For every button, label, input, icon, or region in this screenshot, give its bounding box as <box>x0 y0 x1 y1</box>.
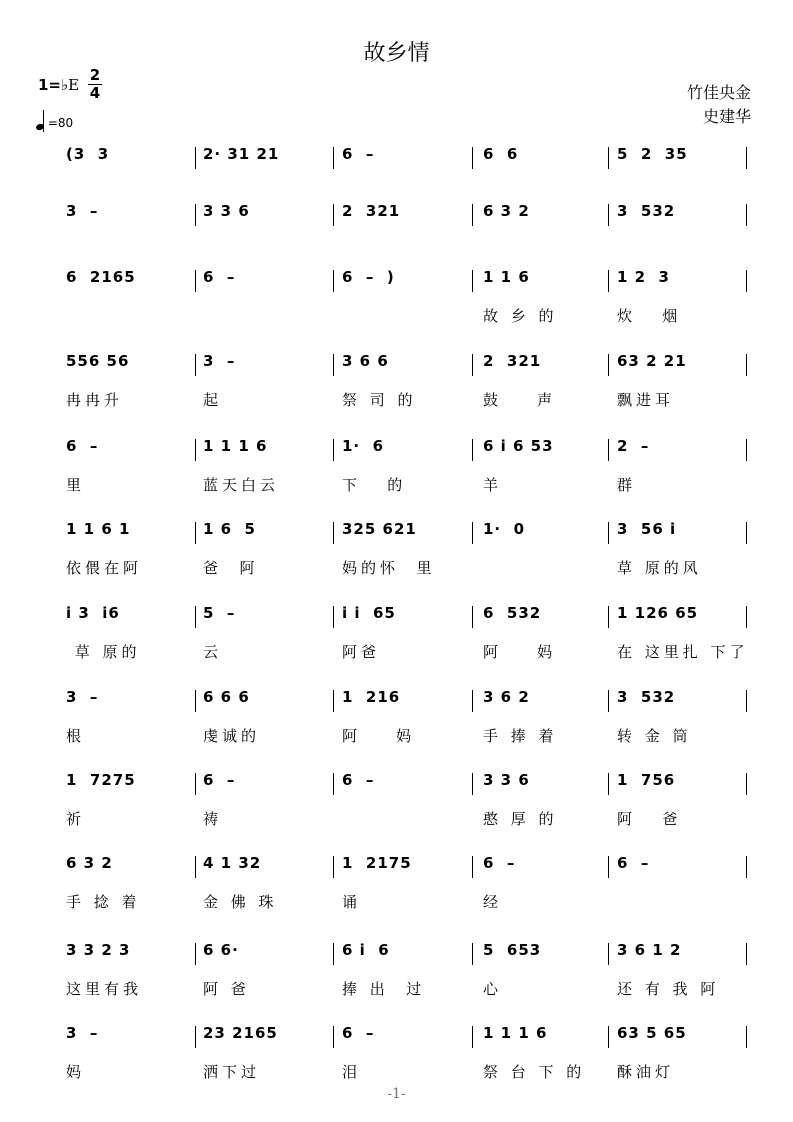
bar-line <box>608 1026 609 1048</box>
lyric-text: 草 原的风 <box>617 559 702 577</box>
bar-line <box>608 856 609 878</box>
tempo-value: =80 <box>47 116 74 130</box>
lyric-text: 手 捻 着 <box>66 893 141 911</box>
bar-line <box>746 354 747 376</box>
composer: 竹佳央金 <box>686 83 751 102</box>
lyric-text: 下 的 <box>342 476 407 494</box>
measure-notes: 3 3 6 <box>203 202 250 220</box>
measure-notes: 1 2175 <box>342 854 412 872</box>
measure-notes: 6 – <box>203 268 236 286</box>
lyric-text: 转 金 筒 <box>617 727 692 745</box>
lyric-text: 金 佛 珠 <box>203 893 278 911</box>
measure-notes: 3 532 <box>617 688 676 706</box>
bar-line <box>746 1026 747 1048</box>
bar-line <box>608 439 609 461</box>
bar-line <box>195 856 196 878</box>
bar-line <box>472 204 473 226</box>
bar-line <box>472 270 473 292</box>
lyric-text: 根 <box>66 727 86 745</box>
measure-notes: 6 6 6 <box>203 688 250 706</box>
measure-notes: 3 3 2 3 <box>66 941 131 959</box>
measure-notes: 1· 0 <box>483 520 526 538</box>
lyric-text: 炊 烟 <box>617 307 682 325</box>
bar-line <box>195 606 196 628</box>
key-label: 1= <box>38 76 62 94</box>
time-top: 2 <box>89 66 101 84</box>
measure-notes: 6 – <box>203 771 236 789</box>
score-row <box>0 520 793 590</box>
lyric-text: 祷 <box>203 810 223 828</box>
bar-line <box>746 690 747 712</box>
lyric-text: 鼓 声 <box>483 391 557 409</box>
bar-line <box>472 606 473 628</box>
measure-notes: 6 – <box>66 437 99 455</box>
measure-notes: (3 3 <box>66 145 110 163</box>
bar-line <box>333 354 334 376</box>
bar-line <box>608 773 609 795</box>
bar-line <box>472 773 473 795</box>
lyric-text: 里 <box>66 476 86 494</box>
lyric-text: 祭 司 的 <box>342 391 417 409</box>
measure-notes: 1 1 1 6 <box>203 437 268 455</box>
measure-notes: 2· 31 21 <box>203 145 280 163</box>
measure-notes: 1 216 <box>342 688 401 706</box>
bar-line <box>608 606 609 628</box>
time-signature <box>88 68 102 101</box>
lyric-text: 祈 <box>66 810 86 828</box>
measure-notes: 6 – <box>342 771 375 789</box>
bar-line <box>333 439 334 461</box>
lyric-text: 心 <box>483 980 503 998</box>
bar-line <box>195 270 196 292</box>
score-row <box>0 604 793 674</box>
key-signature <box>38 76 79 94</box>
bar-line <box>472 522 473 544</box>
lyric-text: 酥油灯 <box>617 1063 675 1081</box>
bar-line <box>472 1026 473 1048</box>
bar-line <box>746 270 747 292</box>
lyric-text: 虔诚的 <box>203 727 261 745</box>
measure-notes: 6 532 <box>483 604 542 622</box>
bar-line <box>746 522 747 544</box>
measure-notes: 3 – <box>66 1024 99 1042</box>
bar-line <box>746 204 747 226</box>
measure-notes: 6 – <box>342 1024 375 1042</box>
lyric-text: 群 <box>617 476 637 494</box>
bar-line <box>746 943 747 965</box>
bar-line <box>472 354 473 376</box>
lyric-text: 捧 出 过 <box>342 980 426 998</box>
bar-line <box>472 439 473 461</box>
lyric-text: 依偎在阿 <box>66 559 143 577</box>
measure-notes: 63 5 65 <box>617 1024 687 1042</box>
measure-notes: 6 i 6 53 <box>483 437 554 455</box>
lyric-text: 爸 阿 <box>203 559 259 577</box>
lyric-text: 阿爸 <box>342 643 381 661</box>
measure-notes: 1 1 6 <box>483 268 530 286</box>
measure-notes: 3 – <box>203 352 236 370</box>
lyric-text: 阿 爸 <box>203 980 250 998</box>
measure-notes: 325 621 <box>342 520 417 538</box>
measure-notes: 1· 6 <box>342 437 385 455</box>
bar-line <box>333 856 334 878</box>
bar-line <box>608 943 609 965</box>
bar-line <box>608 147 609 169</box>
measure-notes: 3 6 6 <box>342 352 389 370</box>
bar-line <box>195 690 196 712</box>
lyric-text: 云 <box>203 643 223 661</box>
score-row <box>0 941 793 1011</box>
lyric-text: 诵 <box>342 893 362 911</box>
measure-notes: 23 2165 <box>203 1024 278 1042</box>
measure-notes: 556 56 <box>66 352 130 370</box>
bar-line <box>333 606 334 628</box>
measure-notes: 3 56 i <box>617 520 677 538</box>
measure-notes: 6 2165 <box>66 268 136 286</box>
lyric-text: 故 乡 的 <box>483 307 558 325</box>
score-row <box>0 1024 793 1094</box>
lyric-text: 洒下过 <box>203 1063 261 1081</box>
bar-line <box>195 204 196 226</box>
bar-line <box>333 270 334 292</box>
measure-notes: 1 1 1 6 <box>483 1024 548 1042</box>
lyric-text: 阿 爸 <box>617 810 682 828</box>
bar-line <box>608 270 609 292</box>
measure-notes: 3 – <box>66 688 99 706</box>
bar-line <box>608 690 609 712</box>
measure-notes: 3 532 <box>617 202 676 220</box>
bar-line <box>333 204 334 226</box>
measure-notes: 6 6 <box>483 145 519 163</box>
measure-notes: 2 321 <box>483 352 542 370</box>
bar-line <box>746 147 747 169</box>
bar-line <box>746 439 747 461</box>
measure-notes: 5 653 <box>483 941 542 959</box>
score-row <box>0 202 793 272</box>
measure-notes: 5 – <box>203 604 236 622</box>
measure-notes: 6 – <box>342 145 375 163</box>
lyricist: 史建华 <box>702 107 751 126</box>
score-row <box>0 437 793 507</box>
lyric-text: 草 原的 <box>66 643 141 661</box>
score-title: 故乡情 <box>363 41 430 66</box>
bar-line <box>195 439 196 461</box>
bar-line <box>608 204 609 226</box>
measure-notes: 63 2 21 <box>617 352 687 370</box>
bar-line <box>746 606 747 628</box>
key-note: ♭E <box>61 76 80 94</box>
lyric-text: 祭 台 下 的 <box>483 1063 586 1081</box>
lyric-text: 阿 妈 <box>483 643 557 661</box>
measure-notes: 2 – <box>617 437 650 455</box>
lyric-text: 起 <box>203 391 223 409</box>
lyric-text: 阿 妈 <box>342 727 416 745</box>
bar-line <box>608 354 609 376</box>
bar-line <box>333 1026 334 1048</box>
bar-line <box>333 147 334 169</box>
measure-notes: i 3 i6 <box>66 604 120 622</box>
score-row <box>0 268 793 338</box>
lyric-text: 还 有 我 阿 <box>617 980 720 998</box>
lyric-text: 羊 <box>483 476 503 494</box>
lyric-text: 妈 <box>66 1063 86 1081</box>
measure-notes: i i 65 <box>342 604 396 622</box>
bar-line <box>195 147 196 169</box>
tempo-stem <box>43 110 44 132</box>
page-number: -1- <box>387 1086 406 1102</box>
measure-notes: 3 6 1 2 <box>617 941 682 959</box>
tempo-marking <box>36 116 73 130</box>
bar-line <box>472 690 473 712</box>
lyric-text: 飘进耳 <box>617 391 675 409</box>
lyric-text: 冉冉升 <box>66 391 124 409</box>
bar-line <box>746 856 747 878</box>
measure-notes: 1 6 5 <box>203 520 256 538</box>
measure-notes: 2 321 <box>342 202 401 220</box>
bar-line <box>333 773 334 795</box>
measure-notes: 6 6· <box>203 941 239 959</box>
measure-notes: 1 756 <box>617 771 676 789</box>
measure-notes: 1 7275 <box>66 771 136 789</box>
measure-notes: 6 3 2 <box>66 854 113 872</box>
measure-notes: 3 6 2 <box>483 688 530 706</box>
measure-notes: 3 3 6 <box>483 771 530 789</box>
measure-notes: 1 1 6 1 <box>66 520 131 538</box>
measure-notes: 1 2 3 <box>617 268 670 286</box>
measure-notes: 6 3 2 <box>483 202 530 220</box>
measure-notes: 5 2 35 <box>617 145 688 163</box>
score-row <box>0 688 793 758</box>
measure-notes: 4 1 32 <box>203 854 262 872</box>
measure-notes: 1 126 65 <box>617 604 699 622</box>
bar-line <box>608 522 609 544</box>
lyric-text: 妈的怀 里 <box>342 559 436 577</box>
score-row <box>0 771 793 841</box>
bar-line <box>195 1026 196 1048</box>
measure-notes: 6 i 6 <box>342 941 390 959</box>
bar-line <box>195 773 196 795</box>
bar-line <box>195 943 196 965</box>
bar-line <box>333 943 334 965</box>
bar-line <box>333 522 334 544</box>
bar-line <box>195 522 196 544</box>
bar-line <box>746 773 747 795</box>
lyric-text: 经 <box>483 893 503 911</box>
bar-line <box>472 856 473 878</box>
score-row <box>0 352 793 422</box>
lyric-text: 在 这里扎 下了 <box>617 643 749 661</box>
lyric-text: 蓝天白云 <box>203 476 280 494</box>
lyric-text: 这里有我 <box>66 980 143 998</box>
bar-line <box>472 147 473 169</box>
lyric-text: 泪 <box>342 1063 362 1081</box>
measure-notes: 3 – <box>66 202 99 220</box>
time-bottom: 4 <box>89 84 101 102</box>
bar-line <box>333 690 334 712</box>
measure-notes: 6 – <box>483 854 516 872</box>
lyric-text: 手 捧 着 <box>483 727 558 745</box>
measure-notes: 6 – ) <box>342 268 395 286</box>
lyric-text: 憨 厚 的 <box>483 810 558 828</box>
score-row <box>0 854 793 924</box>
bar-line <box>472 943 473 965</box>
measure-notes: 6 – <box>617 854 650 872</box>
bar-line <box>195 354 196 376</box>
